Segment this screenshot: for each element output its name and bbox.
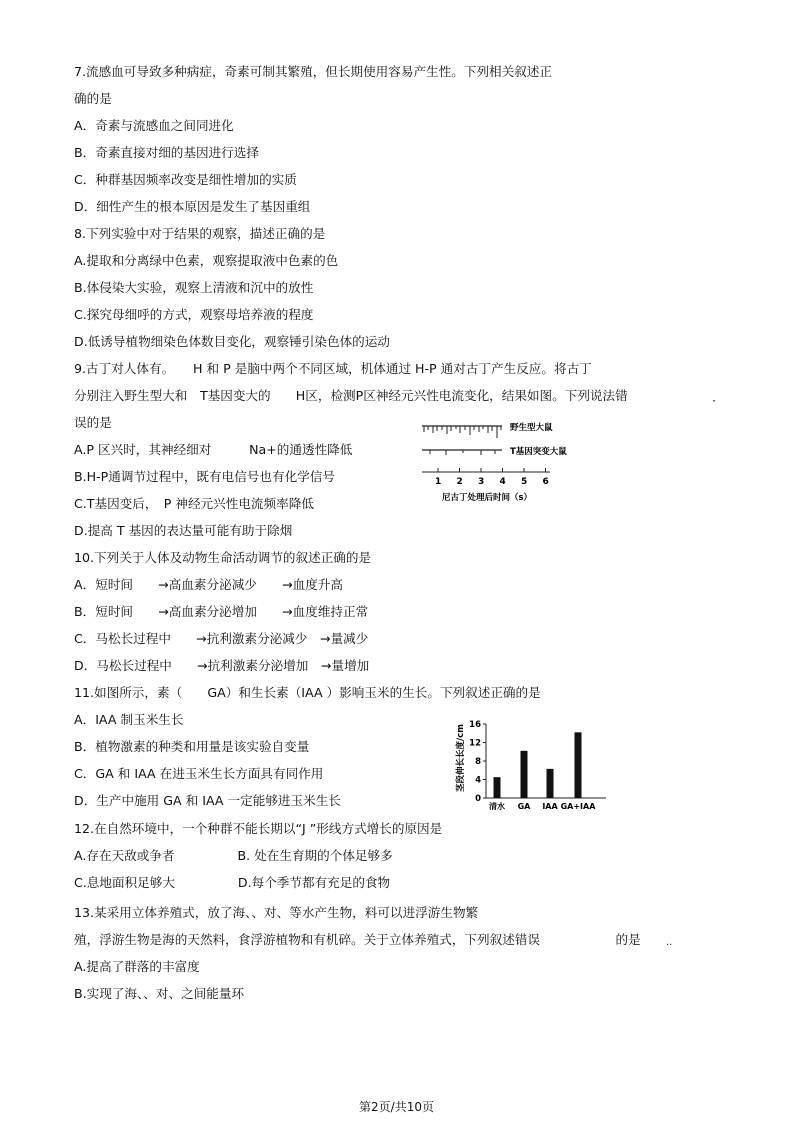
text-line: B．植物激素的种类和用量是该实验自变量 <box>74 739 310 754</box>
text-line: 10.下列关于人体及动物生命活动调节的叙述正确的是 <box>74 550 372 565</box>
page-footer: 第2页/共10页 <box>359 1100 434 1114</box>
mutant-label: T基因突变大鼠 <box>510 447 567 457</box>
y-tick-label: 0 <box>475 794 481 804</box>
bar-2 <box>547 769 554 798</box>
text-line: 12.在自然环境中，一个种群不能长期以“J ”形线方式增长的原因是 <box>74 821 443 836</box>
time-tick-label: 3 <box>478 477 485 487</box>
text-line: 11.如图所示，素（ GA）和生长素（IAA ）影响玉米的生长。下列叙述正确的是 <box>74 685 541 700</box>
y-tick-label: 8 <box>475 757 481 767</box>
category-label: IAA <box>542 802 558 811</box>
text-line: B．奇素直接对细的基因进行选择 <box>74 145 259 160</box>
text-line: C．种群基因频率改变是细性增加的实质 <box>74 172 297 187</box>
q9-mark: · <box>712 393 717 408</box>
category-label: 清水 <box>489 802 505 811</box>
text-line: 8.下列实验中对于结果的观察，描述正确的是 <box>74 226 326 241</box>
text-line: 分别注入野生型大和 T基因变大的 H区，检测P区神经元兴性电流变化，结果如图。下列说法错 <box>74 388 628 403</box>
q13-mark: .. <box>666 937 673 948</box>
text-line: A.P 区兴时，其神经细对 Na+的通透性降低 <box>74 442 353 457</box>
text-line: C.探究母细呼的方式，观察母培养液的程度 <box>74 307 314 322</box>
wild-type-spikes <box>424 426 501 438</box>
text-line: 9.古丁对人体有。 H 和 P 是脑中两个不同区域，机体通过 H-P 通对古丁产生反应。将古丁 <box>74 361 592 376</box>
text-line: B.体侵染大实验，观察上清液和沉中的放性 <box>74 280 314 295</box>
text-line: C.T基因变后， P 神经元兴性电流频率降低 <box>74 496 314 511</box>
text-line: 误的是 <box>74 415 112 430</box>
text-line: A．奇素与流感血之间同进化 <box>74 118 234 133</box>
text-line: C．GA 和 IAA 在进玉米生长方面具有同作用 <box>74 766 324 781</box>
mutant-spikes <box>430 450 495 455</box>
y-tick-label: 4 <box>475 775 481 786</box>
bar-0 <box>494 777 501 798</box>
category-label: GA+IAA <box>560 802 596 811</box>
text-line: 殖，浮游生物是海的天然料，食浮游植物和有机碎。关于立体养殖式，下列叙述错误 的是 <box>74 932 641 947</box>
bar-3 <box>575 732 582 798</box>
wild-type-label: 野生型大鼠 <box>510 423 553 433</box>
text-line: D．生产中施用 GA 和 IAA 一定能够进玉米生长 <box>74 793 341 808</box>
time-axis-label: 尼古丁处理后时间（s） <box>442 493 533 503</box>
time-tick-label: 1 <box>435 477 442 487</box>
text-line: A．IAA 制玉米生长 <box>74 712 184 727</box>
text-line: 13.某采用立体养殖式，放了海、、对、等水产生物，料可以进浮游生物繁 <box>74 905 479 920</box>
y-axis-ticks <box>469 720 486 804</box>
time-axis-ticks <box>438 468 546 472</box>
text-line: B．短时间 →高血素分泌增加 →血度维持正常 <box>74 604 369 619</box>
time-tick-label: 5 <box>521 477 528 487</box>
text-line: A.提取和分离绿中色素，观察提取液中色素的色 <box>74 253 339 268</box>
text-line: D．细性产生的根本原因是发生了基因重组 <box>74 199 311 214</box>
text-line: 确的是 <box>74 91 112 106</box>
y-tick-label: 12 <box>469 738 481 749</box>
time-tick-label: 2 <box>456 477 463 487</box>
text-line: C．马松长过程中 →抗利激素分泌减少 →量减少 <box>74 631 369 646</box>
category-label: GA <box>517 802 531 811</box>
chart-ylabel: 茎段伸长长度/cm <box>456 723 466 792</box>
text-line: C.息地面积足够大 D.每个季节都有充足的食物 <box>74 875 391 890</box>
text-line: D.低诱导植物细染色体数目变化，观察锤引染色体的运动 <box>74 334 390 349</box>
text-line: B.实现了海、、对、之间能量环 <box>74 986 245 1001</box>
bar-1 <box>521 751 528 798</box>
text-line: A.提高了群落的丰富度 <box>74 959 200 974</box>
time-tick-label: 6 <box>542 477 549 487</box>
y-tick-label: 16 <box>469 720 481 730</box>
nicotine-trace-figure <box>418 418 618 504</box>
text-line: D．马松长过程中 →抗利激素分泌增加 →量增加 <box>74 658 370 673</box>
text-line: D.提高 T 基因的表达量可能有助于除烟 <box>74 523 293 538</box>
text-line: 7.流感血可导致多种病症，奇素可制其繁殖，但长期使用容易产生性。下列相关叙述正 <box>74 64 552 79</box>
text-line: A.存在天敌或争者 B. 处在生育期的个体足够多 <box>74 848 393 863</box>
text-line: A．短时间 →高血素分泌减少 →血度升高 <box>74 577 344 592</box>
text-line: B.H-P通调节过程中，既有电信号也有化学信号 <box>74 469 335 484</box>
plant-hormone-bar-chart <box>452 714 612 814</box>
time-axis-tick-labels <box>435 477 549 487</box>
x-axis-tick-labels <box>489 801 596 811</box>
time-tick-label: 4 <box>499 477 506 487</box>
bars <box>494 732 582 798</box>
